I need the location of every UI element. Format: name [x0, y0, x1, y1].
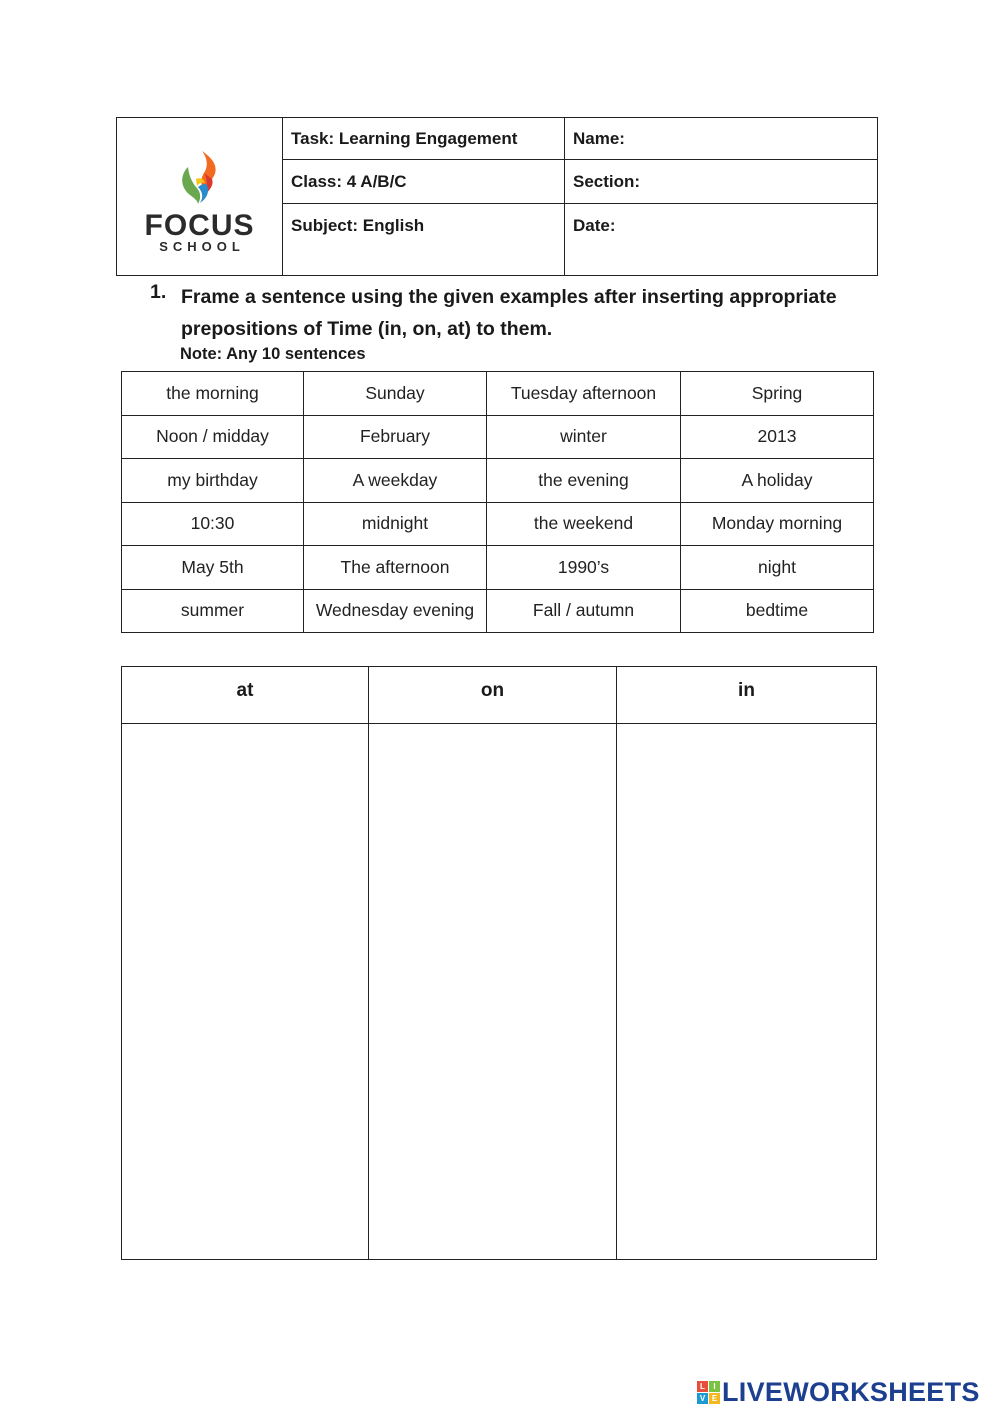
word-cell: A holiday: [681, 459, 874, 503]
word-cell: A weekday: [304, 459, 487, 503]
word-cell: May 5th: [122, 546, 304, 590]
word-cell: winter: [487, 415, 681, 459]
word-row: [122, 502, 874, 546]
answer-area-in[interactable]: [617, 724, 877, 1260]
word-cell: Noon / midday: [122, 415, 304, 459]
word-row: [122, 415, 874, 459]
word-cell: Sunday: [304, 372, 487, 416]
word-row: [122, 589, 874, 633]
word-cell: Wednesday evening: [304, 589, 487, 633]
word-cell: my birthday: [122, 459, 304, 503]
school-logo: [145, 149, 255, 254]
word-cell: Monday morning: [681, 502, 874, 546]
word-cell: the evening: [487, 459, 681, 503]
word-table: [121, 371, 874, 633]
name-field[interactable]: Name:: [565, 118, 878, 160]
word-cell: night: [681, 546, 874, 590]
logo-subtext: SCHOOL: [159, 238, 245, 254]
column-header-on: on: [369, 667, 617, 724]
word-cell: 2013: [681, 415, 874, 459]
word-cell: The afternoon: [304, 546, 487, 590]
word-cell: Tuesday afternoon: [487, 372, 681, 416]
question-note: Note: Any 10 sentences: [180, 345, 366, 363]
word-cell: 10:30: [122, 502, 304, 546]
column-header-in: in: [617, 667, 877, 724]
section-field[interactable]: Section:: [565, 160, 878, 203]
word-cell: summer: [122, 589, 304, 633]
answer-area-at[interactable]: [122, 724, 369, 1260]
brand-text: LIVEWORKSHEETS: [722, 1377, 980, 1407]
word-row: [122, 372, 874, 416]
word-row: [122, 546, 874, 590]
word-row: [122, 459, 874, 503]
logo-wordmark: FOCUS: [144, 208, 255, 242]
liveworksheets-logo-icon: L I V E: [697, 1381, 720, 1404]
question-text: Frame a sentence using the given examples after inserting appropriate prepositions of Time (in, on, at) to them.: [181, 286, 837, 340]
task-cell: Task: Learning Engagement: [283, 118, 565, 160]
word-cell: 1990’s: [487, 546, 681, 590]
class-cell: Class: 4 A/B/C: [283, 160, 565, 203]
column-header-at: at: [122, 667, 369, 724]
word-cell: bedtime: [681, 589, 874, 633]
word-cell: the morning: [122, 372, 304, 416]
word-cell: Fall / autumn: [487, 589, 681, 633]
question-number: 1.: [150, 281, 167, 303]
word-cell: the weekend: [487, 502, 681, 546]
liveworksheets-brand: [697, 1377, 980, 1407]
word-cell: February: [304, 415, 487, 459]
word-cell: Spring: [681, 372, 874, 416]
answer-area-on[interactable]: [369, 724, 617, 1260]
header-table: [116, 117, 878, 276]
logo-cell: [117, 118, 283, 276]
word-cell: midnight: [304, 502, 487, 546]
answer-table: [121, 666, 877, 1260]
subject-cell: Subject: English: [283, 203, 565, 275]
date-field[interactable]: Date:: [565, 203, 878, 275]
flame-logo-icon: [176, 149, 224, 205]
